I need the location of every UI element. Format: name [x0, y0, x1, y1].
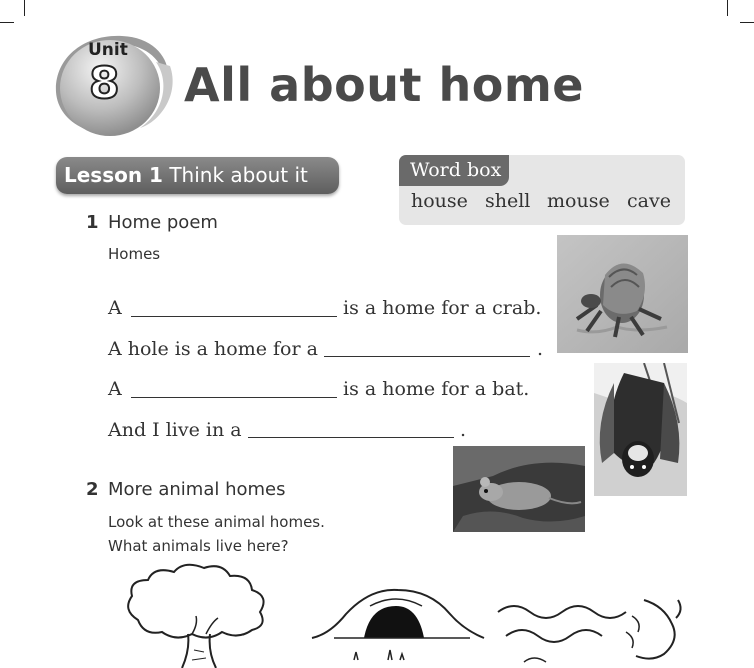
unit-title: All about home: [184, 58, 584, 112]
tree-drawing: [118, 560, 286, 668]
poem-line-1-start: A: [108, 297, 122, 319]
poem-line-2-blank[interactable]: [324, 356, 530, 357]
word-cave: cave: [627, 190, 671, 212]
poem-line-1-end: is a home for a crab.: [343, 297, 542, 319]
word-box-title: Word box: [399, 155, 509, 186]
poem-line-2-start: A hole is a home for a: [108, 338, 318, 360]
lesson-subtitle: Think about it: [169, 163, 308, 187]
unit-number: 8: [89, 58, 120, 109]
poem-line-4-start: And I live in a: [108, 419, 242, 441]
poem-line-2-end: .: [537, 338, 544, 360]
word-shell: shell: [485, 190, 531, 212]
poem-line-3-end: is a home for a bat.: [343, 378, 530, 400]
poem-line-3-blank[interactable]: [131, 397, 337, 398]
crop-mark-top-right: [727, 0, 728, 16]
crop-mark-left: [0, 22, 14, 23]
poem-line-4-end: .: [460, 419, 467, 441]
cave-drawing: [310, 584, 486, 668]
word-house: house: [411, 190, 468, 212]
section-1-title: Home poem: [108, 212, 218, 233]
word-mouse: mouse: [547, 190, 610, 212]
crop-mark-top-left: [24, 0, 25, 16]
poem-line-3-start: A: [108, 378, 122, 400]
crop-mark-right: [740, 22, 754, 23]
instruction-line-2: What animals live here?: [108, 537, 289, 555]
bat-photo: [594, 363, 687, 496]
lesson-banner: [56, 157, 339, 194]
poem-line-1-blank[interactable]: [131, 316, 337, 317]
water-drawing: [494, 596, 690, 668]
mouse-photo: [453, 446, 585, 532]
section-2-title: More animal homes: [108, 479, 286, 500]
instruction-line-1: Look at these animal homes.: [108, 513, 325, 531]
section-1-number: 1: [86, 212, 99, 233]
lesson-name: Lesson 1: [64, 163, 163, 187]
poem-title: Homes: [108, 245, 161, 263]
section-2-number: 2: [86, 479, 99, 500]
hermit-crab-photo: [557, 235, 688, 353]
unit-label: Unit: [88, 40, 128, 60]
poem-line-4-blank[interactable]: [248, 437, 454, 438]
